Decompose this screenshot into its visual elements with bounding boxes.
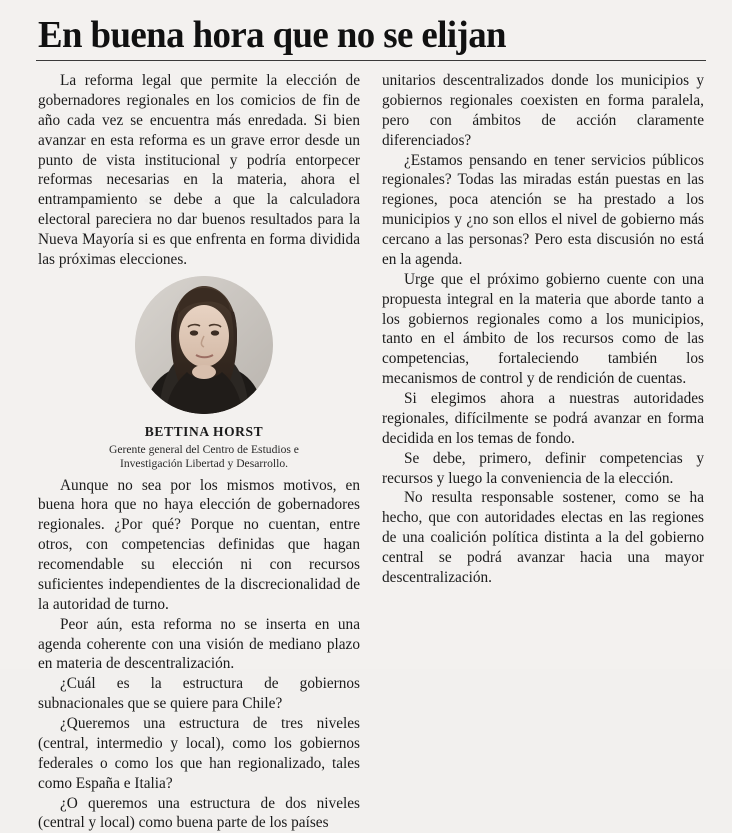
- paragraph: Se debe, primero, definir competencias y recursos y luego la conveniencia de la elección.: [382, 449, 704, 487]
- page-title: En buena hora que no se elijan: [38, 14, 506, 56]
- paragraph: No resulta responsable sostener, como se ha hecho, que con autoridades electas en las regiones de una coalición política distinta a la del gobierno central se podrá avanzar hacia una mayor descentralización.: [382, 489, 704, 586]
- portrait-photo: [135, 276, 273, 414]
- paragraph: La reforma legal que permite la elección de gobernadores regionales en los comicios de fin de año cada vez se encuentra más enredada. Si bien avanzar en esta reforma es un grave error desde un punto de vista institucional y podría entorpecer reformas necesarias en la materia, ahora el entrampamiento se debe a que la calculadora electoral pareciera no dar buenos resultados para la Nueva Mayoría si es que enfrenta en forma dividida las próximas elecciones.: [38, 72, 360, 268]
- author-role: Gerente general del Centro de Estudios e Investigación Libertad y Desarrollo.: [109, 443, 299, 471]
- paragraph: ¿O queremos una estructura de dos niveles (central y local) como buena parte de los países: [38, 794, 360, 832]
- article-columns: [30, 71, 710, 833]
- avatar: [135, 276, 273, 414]
- author-name: BETTINA HORST: [144, 423, 264, 439]
- column-left: [38, 71, 360, 833]
- column-right: [382, 71, 704, 833]
- paragraph: ¿Cuál es la estructura de gobiernos subnacionales que se quiere para Chile?: [38, 675, 360, 713]
- paragraph: ¿Estamos pensando en tener servicios públicos regionales? Todas las miradas están puestas en las regiones, poca atención se ha prestado a los municipios y ¿no son ellos el nivel de gobierno más cercano a las personas? Pero esta discusión no está en la agenda.: [382, 151, 704, 268]
- paragraph: Si elegimos ahora a nuestras autoridades regionales, difícilmente se podrá avanzar en forma decidida en los temas de fondo.: [382, 390, 704, 447]
- author-figure: [98, 276, 310, 472]
- paragraph: ¿Queremos una estructura de tres niveles (central, intermedio y local), como los gobiernos federales o como los que han regionalizado, tales como España e Italia?: [38, 715, 360, 792]
- paragraph: Urge que el próximo gobierno cuente con una propuesta integral en la materia que aborde tanto a los gobiernos regionales como a los municipios, tanto en el ámbito de los recursos como de las competencias, fortaleciendo también los mecanismos de control y de rendición de cuentas.: [382, 270, 704, 388]
- paragraph: unitarios descentralizados donde los municipios y gobiernos regionales coexisten en forma paralela, pero con ámbitos de acción claramente diferenciados?: [382, 72, 704, 149]
- paragraph: Peor aún, esta reforma no se inserta en una agenda coherente con una visión de mediano plazo en materia de descentralización.: [38, 615, 360, 673]
- headline-divider: [36, 60, 706, 61]
- paragraph: Aunque no sea por los mismos motivos, en buena hora que no haya elección de gobernadores regionales. ¿Por qué? Porque no cuentan, entre otros, con competencias definidas que hagan recomendable su elección ni con recursos suficientes independientes de la discrecionalidad de la autoridad de turno.: [38, 476, 360, 613]
